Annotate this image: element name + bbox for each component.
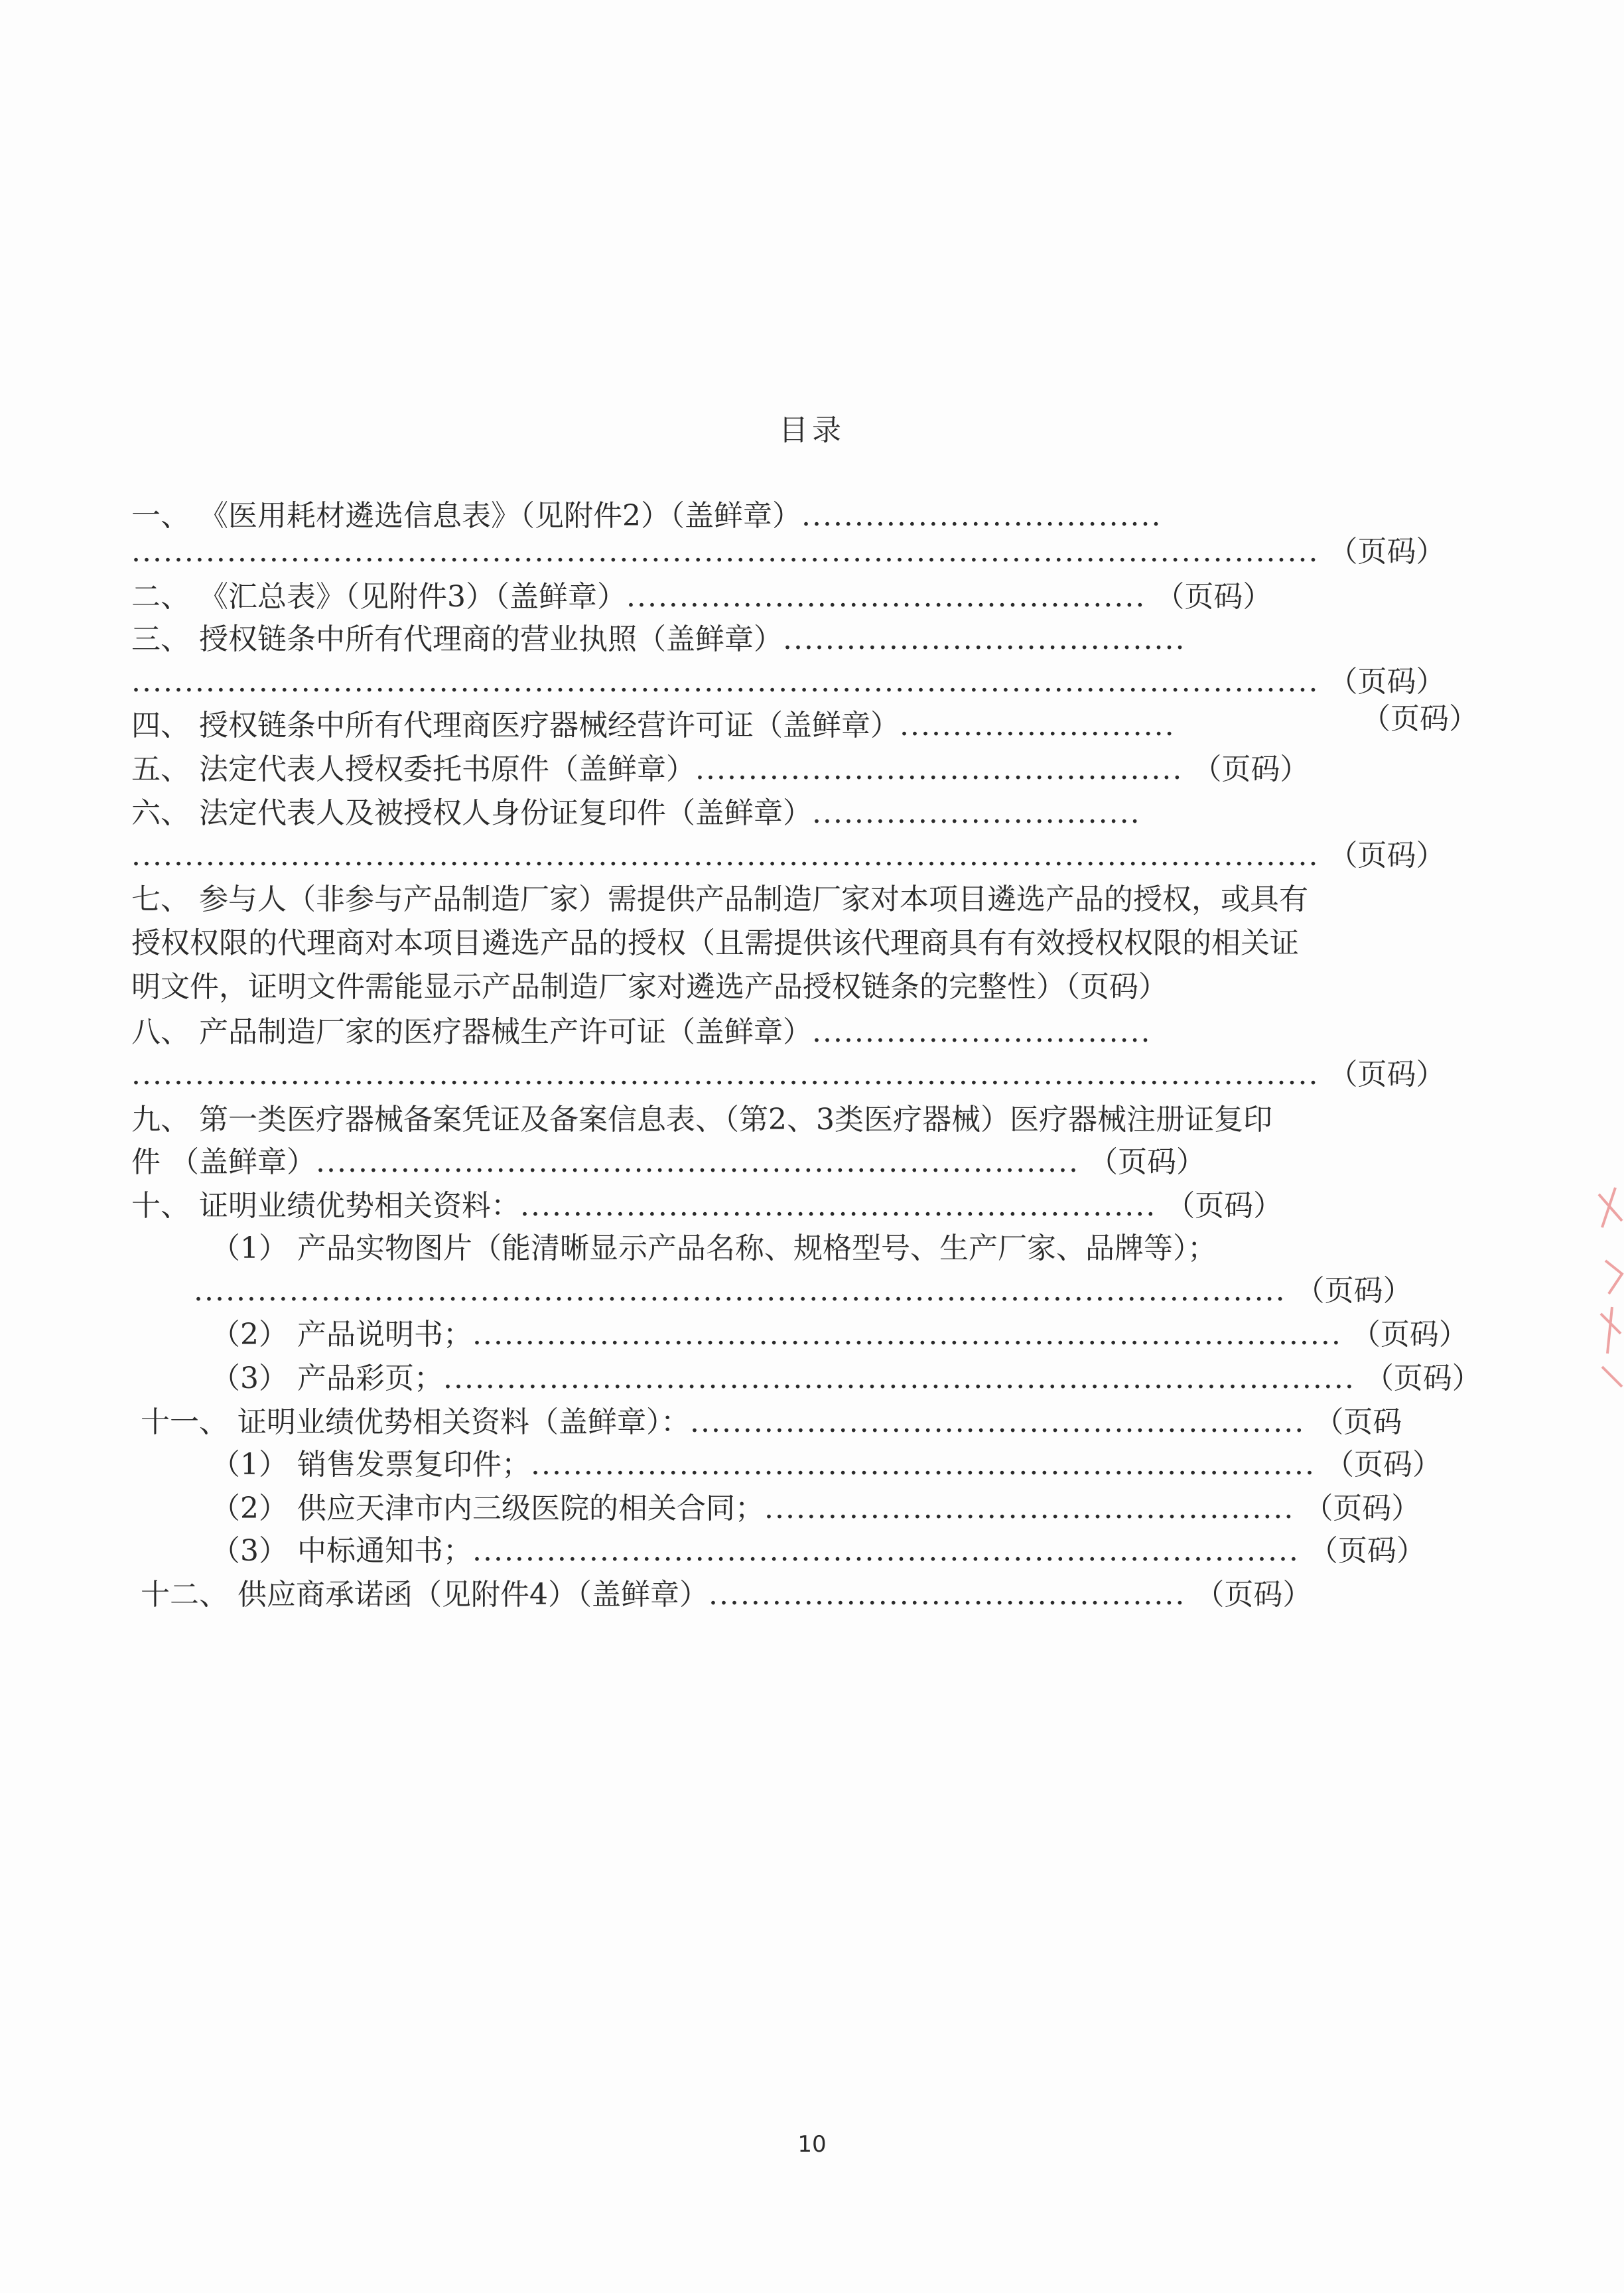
page-ref: （页码） — [1328, 665, 1446, 699]
toc-item-10-1-cont — [194, 1271, 1412, 1311]
toc-item-11-3 — [211, 1531, 1426, 1571]
leader-dots: .................................................. — [764, 1492, 1295, 1525]
toc-item-11-1 — [211, 1445, 1442, 1485]
toc-item-text: 一、 《医用耗材遴选信息表》（见附件2）（盖鲜章） — [131, 499, 801, 533]
toc-item-text: 授权权限的代理商对本项目遴选产品的授权（且需提供该代理商具有有效授权权限的相关证 — [131, 926, 1299, 960]
page-ref: （页码） — [1328, 535, 1446, 569]
toc-item-4-page — [1361, 699, 1478, 739]
toc-item-10-2 — [211, 1315, 1468, 1355]
page-ref: （页码） — [1155, 580, 1272, 614]
toc-item-text: 七、 参与人（非参与产品制造厂家）需提供产品制造厂家对本项目遴选产品的授权，或具有 — [131, 882, 1308, 916]
toc-item-11-2 — [211, 1489, 1420, 1529]
toc-item-9 — [131, 1100, 1272, 1140]
page-ref: （页码） — [1324, 1448, 1442, 1482]
page-ref: （页码） — [1328, 839, 1446, 872]
leader-dots: ................................................................................................................ — [131, 665, 1320, 699]
toc-item-text: 件 （盖鲜章） — [131, 1145, 316, 1179]
toc-item-6 — [131, 794, 1141, 833]
toc-item-6-cont — [131, 836, 1445, 876]
toc-item-3-cont — [131, 662, 1445, 702]
toc-item-11 — [141, 1403, 1402, 1442]
toc-item-7 — [131, 880, 1308, 920]
toc-item-12 — [141, 1575, 1312, 1615]
toc-item-7-line3 — [131, 967, 1168, 1007]
toc-item-text: 二、 《汇总表》（见附件3）（盖鲜章） — [131, 580, 626, 614]
toc-item-text: （3） 产品彩页； — [211, 1361, 443, 1395]
leader-dots: ................................................................................................................ — [131, 535, 1320, 569]
leader-dots: .............................................. — [695, 752, 1184, 786]
leader-dots: ........................................................................ — [316, 1145, 1080, 1179]
toc-item-8 — [131, 1012, 1152, 1052]
toc-item-text: 十一、 证明业绩优势相关资料（盖鲜章）： — [141, 1405, 690, 1439]
leader-dots: ............................................................ — [520, 1189, 1157, 1223]
page-ref: （页码） — [1089, 1145, 1206, 1179]
page-ref: （页码） — [1192, 752, 1310, 786]
page-ref: （页码） — [1364, 1361, 1481, 1395]
leader-dots: ............................................. — [708, 1578, 1186, 1612]
toc-item-text: 六、 法定代表人及被授权人身份证复印件（盖鲜章） — [131, 796, 812, 830]
leader-dots: ................................ — [811, 1015, 1152, 1049]
red-seal-fragment — [1595, 1181, 1624, 1393]
toc-item-10 — [131, 1186, 1282, 1226]
leader-dots: .......................................................... — [690, 1405, 1306, 1439]
toc-item-3 — [131, 620, 1185, 660]
toc-item-1-cont — [131, 532, 1445, 572]
leader-dots: .............................................................................. — [472, 1534, 1300, 1568]
page-title: 目录 — [779, 413, 845, 447]
toc-item-7-line2 — [131, 924, 1299, 963]
toc-item-8-cont — [131, 1055, 1445, 1095]
toc-item-text: 九、 第一类医疗器械备案凭证及备案信息表、（第2、3类医疗器械）医疗器械注册证复印 — [131, 1103, 1272, 1137]
toc-item-5 — [131, 750, 1309, 790]
toc-item-4 — [131, 706, 1176, 746]
page-ref: （页码 — [1314, 1405, 1402, 1439]
leader-dots: ................................................................................................................ — [131, 1058, 1320, 1091]
toc-item-text: 四、 授权链条中所有代理商医疗器械经营许可证（盖鲜章） — [131, 709, 900, 742]
page-ref: （页码） — [1308, 1534, 1426, 1568]
toc-item-text: （2） 产品说明书； — [211, 1318, 472, 1352]
toc-item-1 — [131, 496, 1162, 536]
leader-dots: .................................. — [801, 499, 1162, 533]
page-ref: （页码） — [1351, 1318, 1468, 1352]
page-ref: （页码） — [1295, 1274, 1412, 1308]
toc-item-10-1 — [211, 1229, 1217, 1269]
page-number: 10 — [797, 2131, 827, 2158]
leader-dots: .......................................................................... — [530, 1448, 1316, 1482]
toc-item-10-3 — [211, 1359, 1481, 1399]
toc-item-2 — [131, 577, 1272, 617]
toc-item-text: 三、 授权链条中所有代理商的营业执照（盖鲜章） — [131, 622, 783, 656]
toc-item-text: 明文件，证明文件需能显示产品制造厂家对遴选产品授权链条的完整性）（页码） — [131, 970, 1168, 1004]
leader-dots: .................................................................................. — [472, 1318, 1342, 1352]
leader-dots: ....................................................................................................... — [194, 1274, 1286, 1308]
page-ref: （页码） — [1166, 1189, 1283, 1223]
toc-item-text: （3） 中标通知书； — [211, 1534, 472, 1568]
toc-item-text: 十二、 供应商承诺函（见附件4）（盖鲜章） — [141, 1578, 709, 1612]
toc-item-text: 八、 产品制造厂家的医疗器械生产许可证（盖鲜章） — [131, 1015, 812, 1049]
page-ref: （页码） — [1304, 1492, 1421, 1525]
leader-dots: ...................................... — [782, 622, 1186, 656]
toc-item-text: 五、 法定代表人授权委托书原件（盖鲜章） — [131, 752, 695, 786]
leader-dots: ................................................. — [626, 580, 1146, 614]
page-ref: （页码） — [1195, 1578, 1312, 1612]
leader-dots: ................................................................................................................ — [131, 839, 1320, 872]
toc-item-text: （1） 产品实物图片（能清晰显示产品名称、规格型号、生产厂家、品牌等）； — [211, 1231, 1217, 1265]
toc-item-text: （2） 供应天津市内三级医院的相关合同； — [211, 1492, 764, 1525]
leader-dots: ............................... — [811, 796, 1141, 830]
page-ref: （页码） — [1328, 1058, 1446, 1091]
page-ref: （页码） — [1361, 702, 1478, 736]
toc-item-text: （1） 销售发票复印件； — [211, 1448, 531, 1482]
leader-dots: .......................... — [899, 709, 1176, 742]
leader-dots: ...................................................................................... — [442, 1361, 1355, 1395]
toc-item-9-line2 — [131, 1143, 1205, 1182]
toc-item-text: 十、 证明业绩优势相关资料： — [131, 1189, 520, 1223]
